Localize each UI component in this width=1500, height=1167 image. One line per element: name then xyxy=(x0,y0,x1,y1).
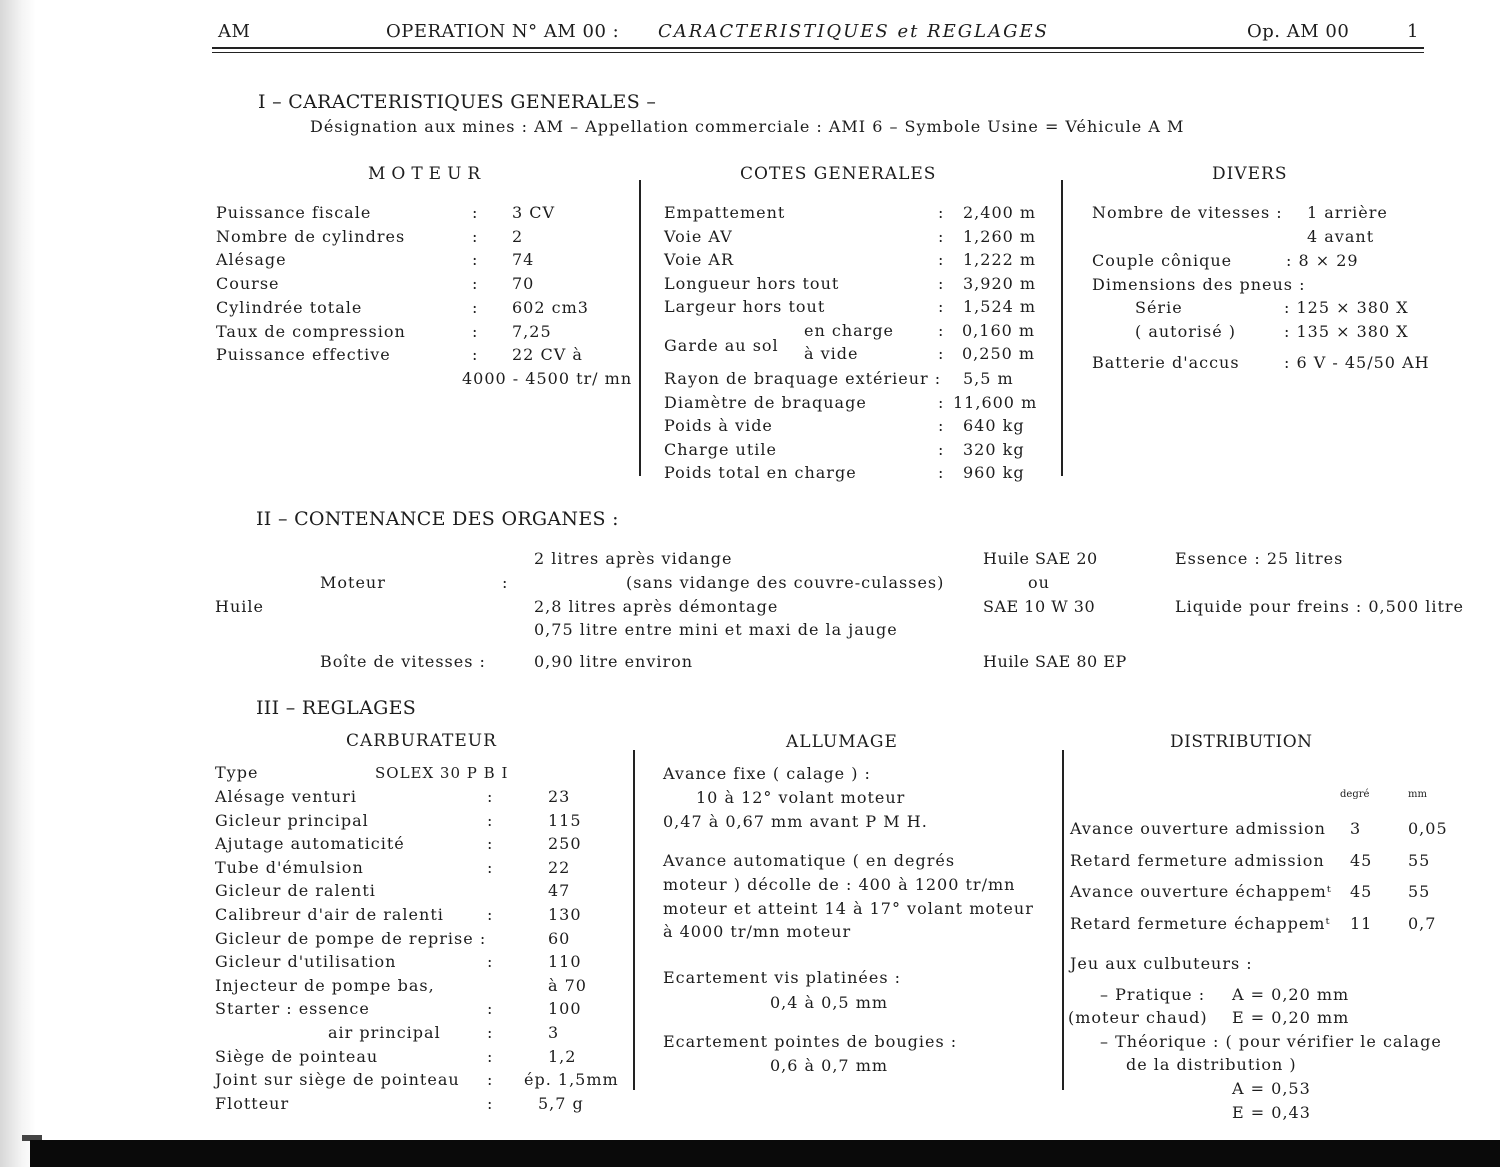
moteur-row-colon: : xyxy=(472,226,479,246)
cotes-row-colon: : xyxy=(938,439,945,459)
allumage-line: moteur et atteint 14 à 17° volant moteur xyxy=(663,899,1034,918)
jeu-culbuteurs: Jeu aux culbuteurs : xyxy=(1070,954,1253,973)
header-page-number: 1 xyxy=(1407,21,1419,42)
carb-row-label: Starter : essence xyxy=(215,999,370,1019)
moteur-row-value: 74 xyxy=(512,250,535,270)
moteur-row-label: Nombre de cylindres xyxy=(216,226,406,246)
jeu-moteur-chaud: (moteur chaud) xyxy=(1068,1008,1208,1027)
carb-row-label: Ajutage automaticité xyxy=(215,834,405,854)
scan-edge-shadow xyxy=(0,0,36,1167)
cotes-row-colon: : xyxy=(938,226,945,246)
cotes-row-colon: : xyxy=(938,203,945,222)
moteur-rpm: 4000 - 4500 tr/ mn xyxy=(462,369,633,388)
moteur-row-colon: : xyxy=(472,321,479,341)
carb-row-label: Siège de pointeau xyxy=(215,1046,379,1066)
carb-row-value: 110 xyxy=(548,952,582,972)
carb-row-colon: : xyxy=(487,1093,494,1113)
distribution-row-label: Retard fermeture admission xyxy=(1070,850,1325,870)
cotes-row-label: Empattement xyxy=(664,203,786,222)
moteur-row-label: Course xyxy=(216,274,280,294)
jeu-pratique-a: A = 0,20 mm xyxy=(1232,985,1350,1004)
boite-value: 0,90 litre environ xyxy=(534,652,694,671)
column-divider-4 xyxy=(1062,750,1064,1090)
carb-type-label: Type xyxy=(215,763,259,782)
distribution-col-mm: mm xyxy=(1408,789,1427,800)
allumage-line: 0,47 à 0,67 mm avant P M H. xyxy=(663,812,928,831)
carb-row-value: ép. 1,5mm xyxy=(524,1070,619,1090)
liquide-freins: Liquide pour freins : 0,500 litre xyxy=(1175,597,1465,616)
allumage-line: Avance fixe ( calage ) : xyxy=(663,764,871,783)
allumage-title: ALLUMAGE xyxy=(786,732,898,752)
column-divider-3 xyxy=(633,750,635,1090)
essence-capacity: Essence : 25 litres xyxy=(1175,549,1344,568)
distribution-row-degre: 3 xyxy=(1350,819,1362,838)
cotes-row-label: Rayon de braquage extérieur : xyxy=(664,369,942,388)
moteur-colon: : xyxy=(502,573,509,592)
serie-label: Série xyxy=(1135,298,1183,317)
carb-row-value: 22 xyxy=(548,857,571,877)
distribution-row-label: Avance ouverture admission xyxy=(1070,819,1326,838)
carb-row-label: Joint sur siège de pointeau xyxy=(215,1070,460,1090)
moteur-row-value: 22 CV à xyxy=(512,345,583,365)
couple-value: : 8 × 29 xyxy=(1286,251,1359,270)
header-operation-title: CARACTERISTIQUES et REGLAGES xyxy=(658,21,1049,42)
carb-row-colon: : xyxy=(487,834,494,854)
allumage-line: Ecartement vis platinées : xyxy=(663,968,902,987)
cotes-title: COTES GENERALES xyxy=(740,164,937,184)
garde-value-charge: 0,160 m xyxy=(962,321,1036,340)
carb-row-label: Gicleur d'utilisation xyxy=(215,952,397,972)
distribution-row-mm: 0,7 xyxy=(1408,914,1437,934)
garde-a-vide: à vide xyxy=(804,344,859,363)
carb-row-value: 60 xyxy=(548,928,571,948)
carb-row-label: Gicleur de pompe de reprise : xyxy=(215,928,487,948)
garde-colon-1: : xyxy=(938,321,945,340)
jeu-theorique-e: E = 0,43 xyxy=(1232,1103,1311,1122)
carb-row-value: à 70 xyxy=(548,975,587,995)
carb-row-colon: : xyxy=(487,1070,494,1090)
distribution-row-mm: 55 xyxy=(1408,882,1431,902)
cotes-row-label: Poids total en charge xyxy=(664,463,857,482)
designation-line: Désignation aux mines : AM – Appellation commerciale : AMI 6 – Symbole Usine = Véhicule A M xyxy=(310,117,1185,136)
distribution-row-mm: 55 xyxy=(1408,850,1431,870)
allumage-line: moteur ) décolle de : 400 à 1200 tr/mn xyxy=(663,875,1016,894)
carb-row-label: Flotteur xyxy=(215,1093,290,1113)
huile-line-1: 2 litres après vidange xyxy=(534,549,733,568)
carb-row-label: air principal xyxy=(328,1023,441,1042)
cotes-row-colon: : xyxy=(938,463,945,482)
moteur-row-value: 7,25 xyxy=(512,321,552,341)
moteur-row-colon: : xyxy=(472,297,479,317)
jeu-theorique: – Théorique : ( pour vérifier le calage xyxy=(1100,1032,1442,1051)
carb-row-label: Injecteur de pompe bas, xyxy=(215,975,435,995)
cotes-row-value: 3,920 m xyxy=(963,273,1037,293)
cotes-row-value: 1,260 m xyxy=(963,226,1037,246)
allumage-line: 0,4 à 0,5 mm xyxy=(770,993,889,1012)
distribution-title: DISTRIBUTION xyxy=(1170,732,1313,752)
carb-row-value: 100 xyxy=(548,999,582,1019)
moteur-row-label: Puissance fiscale xyxy=(216,203,372,222)
batterie-label: Batterie d'accus xyxy=(1092,353,1240,372)
carb-row-label: Calibreur d'air de ralenti xyxy=(215,905,444,924)
cotes-row-label: Diamètre de braquage xyxy=(664,392,867,412)
vitesses-avant: 4 avant xyxy=(1307,227,1375,246)
moteur-title: MOTEUR xyxy=(368,164,487,184)
moteur-row-colon: : xyxy=(472,345,479,365)
carb-row-value: 3 xyxy=(548,1023,560,1042)
cotes-row-value: 640 kg xyxy=(963,416,1025,435)
cotes-row-value: 320 kg xyxy=(963,439,1025,459)
header-left-code: AM xyxy=(218,21,251,42)
jeu-theorique-a: A = 0,53 xyxy=(1232,1079,1311,1098)
sae-80ep: Huile SAE 80 EP xyxy=(983,652,1127,671)
allumage-line: Ecartement pointes de bougies : xyxy=(663,1032,958,1051)
section-1-title: I – CARACTERISTIQUES GENERALES – xyxy=(258,91,657,113)
garde-value-vide: 0,250 m xyxy=(962,344,1036,363)
distribution-row-mm: 0,05 xyxy=(1408,819,1448,838)
carb-row-colon: : xyxy=(487,1046,494,1066)
vitesses-label: Nombre de vitesses : xyxy=(1092,203,1283,222)
moteur-label: Moteur xyxy=(320,573,386,592)
header-rule-top xyxy=(212,47,1424,49)
carb-row-value: 5,7 g xyxy=(538,1093,584,1113)
distribution-row-degre: 45 xyxy=(1350,882,1373,902)
column-divider-1 xyxy=(639,180,641,476)
sae-10w30: SAE 10 W 30 xyxy=(983,597,1096,616)
header-reference: Op. AM 00 xyxy=(1247,21,1350,42)
cotes-row-value: 1,222 m xyxy=(963,250,1037,270)
cotes-row-colon: : xyxy=(938,250,945,270)
cotes-row-value: 2,400 m xyxy=(963,203,1037,222)
allumage-line: 0,6 à 0,7 mm xyxy=(770,1056,889,1075)
carburateur-title: CARBURATEUR xyxy=(346,731,497,751)
carb-row-label: Tube d'émulsion xyxy=(215,857,364,877)
huile-line-3: 2,8 litres après démontage xyxy=(534,597,779,616)
moteur-row-colon: : xyxy=(472,203,479,222)
column-divider-2 xyxy=(1061,180,1063,476)
sae-ou: ou xyxy=(1028,573,1050,592)
distribution-row-label: Retard fermeture échappemᵗ xyxy=(1070,914,1331,934)
carb-row-colon: : xyxy=(487,857,494,877)
cotes-row-colon: : xyxy=(938,297,945,317)
moteur-row-label: Alésage xyxy=(216,250,287,270)
cotes-row-value: 5,5 m xyxy=(963,369,1014,388)
distribution-col-degre: degré xyxy=(1340,789,1370,800)
pneus-label: Dimensions des pneus : xyxy=(1092,275,1306,294)
distribution-row-degre: 45 xyxy=(1350,850,1373,870)
carb-type-value: SOLEX 30 P B I xyxy=(375,764,509,782)
cotes-row-label: Largeur hors tout xyxy=(664,297,826,317)
cotes-row-colon: : xyxy=(938,392,945,412)
carb-row-value: 115 xyxy=(548,810,582,830)
carb-row-value: 130 xyxy=(548,905,582,924)
carb-row-value: 47 xyxy=(548,881,571,901)
distribution-row-degre: 11 xyxy=(1350,914,1373,934)
vitesses-arriere: 1 arrière xyxy=(1307,203,1388,222)
allumage-line: Avance automatique ( en degrés xyxy=(663,851,956,870)
serie-value: : 125 × 380 X xyxy=(1284,298,1409,317)
moteur-row-value: 2 xyxy=(512,226,524,246)
carb-row-colon: : xyxy=(487,952,494,972)
huile-label: Huile xyxy=(215,597,264,616)
cotes-row-label: Poids à vide xyxy=(664,416,773,435)
moteur-row-value: 602 cm3 xyxy=(512,297,589,317)
moteur-row-colon: : xyxy=(472,274,479,294)
carb-row-label: Gicleur de ralenti xyxy=(215,881,376,901)
carb-row-colon: : xyxy=(487,1023,494,1042)
carb-row-value: 250 xyxy=(548,834,582,854)
cotes-row-label: Voie AR xyxy=(664,250,734,270)
jeu-theorique-2: de la distribution ) xyxy=(1126,1055,1297,1074)
carb-row-colon: : xyxy=(487,999,494,1019)
cotes-row-value: 960 kg xyxy=(963,463,1025,482)
moteur-row-value: 70 xyxy=(512,274,535,294)
header-operation-number: OPERATION N° AM 00 : xyxy=(386,21,620,42)
jeu-pratique: – Pratique : xyxy=(1100,985,1206,1004)
garde-colon-2: : xyxy=(938,344,945,363)
moteur-row-label: Cylindrée totale xyxy=(216,297,363,317)
scan-bottom-border xyxy=(30,1140,1500,1167)
carb-row-colon: : xyxy=(487,787,494,806)
couple-label: Couple cônique xyxy=(1092,251,1233,270)
carb-row-value: 23 xyxy=(548,787,571,806)
huile-line-2: (sans vidange des couvre-culasses) xyxy=(626,573,945,592)
carb-row-colon: : xyxy=(487,905,494,924)
cotes-row-colon: : xyxy=(938,273,945,293)
carb-row-label: Alésage venturi xyxy=(215,787,357,806)
cotes-row-label: Longueur hors tout xyxy=(664,273,840,293)
garde-label: Garde au sol xyxy=(664,336,779,355)
moteur-row-colon: : xyxy=(472,250,479,270)
jeu-pratique-e: E = 0,20 mm xyxy=(1232,1008,1350,1027)
allumage-line: 10 à 12° volant moteur xyxy=(696,788,906,807)
autorise-value: : 135 × 380 X xyxy=(1284,322,1409,341)
header-rule-bottom xyxy=(212,52,1424,53)
huile-line-4: 0,75 litre entre mini et maxi de la jauge xyxy=(534,620,898,639)
autorise-label: ( autorisé ) xyxy=(1135,322,1237,341)
cotes-row-value: 1,524 m xyxy=(963,297,1037,317)
moteur-row-value: 3 CV xyxy=(512,203,556,222)
cotes-row-label: Charge utile xyxy=(664,439,777,459)
cotes-row-value: 11,600 m xyxy=(953,392,1038,412)
batterie-value: : 6 V - 45/50 AH xyxy=(1284,353,1430,372)
allumage-line: à 4000 tr/mn moteur xyxy=(663,922,852,941)
carb-row-value: 1,2 xyxy=(548,1046,577,1066)
boite-label: Boîte de vitesses : xyxy=(320,652,486,671)
section-2-title: II – CONTENANCE DES ORGANES : xyxy=(256,508,619,530)
carb-row-colon: : xyxy=(487,810,494,830)
sae-20: Huile SAE 20 xyxy=(983,549,1098,568)
distribution-row-label: Avance ouverture échappemᵗ xyxy=(1070,882,1332,902)
garde-en-charge: en charge xyxy=(804,321,895,340)
carb-row-label: Gicleur principal xyxy=(215,810,369,830)
cotes-row-label: Voie AV xyxy=(664,226,733,246)
moteur-row-label: Puissance effective xyxy=(216,345,391,365)
divers-title: DIVERS xyxy=(1212,164,1288,184)
moteur-row-label: Taux de compression xyxy=(216,321,406,341)
cotes-row-colon: : xyxy=(938,416,945,435)
section-3-title: III – REGLAGES xyxy=(256,697,417,719)
